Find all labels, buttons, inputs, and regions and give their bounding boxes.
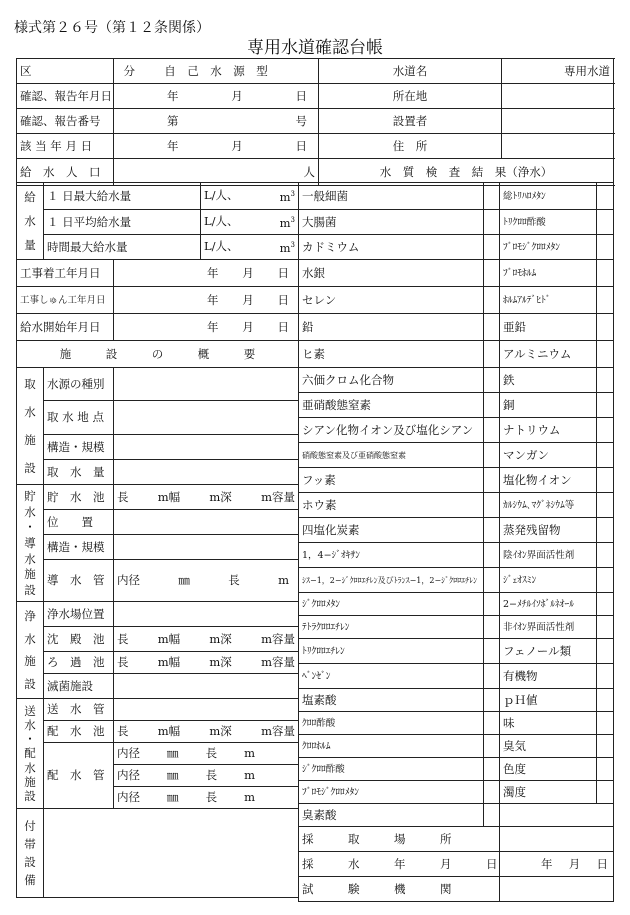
quality-item-value[interactable] (597, 443, 614, 468)
quality-item-label: 六価クロム化合物 (299, 368, 484, 393)
year-unit: 年 (167, 138, 179, 153)
quality-row (299, 468, 614, 493)
quality-item-value[interactable] (484, 758, 500, 781)
quality-item-label: 味 (500, 712, 597, 735)
intake-structure-label: 構造・規模 (44, 435, 114, 460)
testing-org-value[interactable] (500, 877, 614, 902)
quality-item-label: アルミニウム (500, 341, 597, 368)
conveyance-pipe-value[interactable]: 内径 ㎜ 長 m (114, 560, 299, 602)
quality-item-label: 蒸発残留物 (500, 518, 597, 543)
row-confirm-number (17, 109, 614, 134)
distribution-pipe-3[interactable]: 内径 ㎜ 長 m (114, 787, 299, 809)
facility-table (16, 182, 299, 898)
avg-daily-supply-value[interactable]: L/人、 $m^3$ (201, 210, 299, 235)
quality-item-value[interactable] (597, 418, 614, 443)
quality-row (299, 712, 614, 735)
quality-item-label: 色度 (500, 758, 597, 781)
sterilization-label: 滅菌施設 (44, 674, 114, 699)
quality-item-value[interactable] (484, 543, 500, 568)
address-label: 住 所 (319, 134, 502, 159)
quality-item-label: 四塩化炭素 (299, 518, 484, 543)
row-applicable-date (17, 134, 614, 159)
filter-basin-dims[interactable]: 長 m幅 m深 m容量 (114, 652, 299, 674)
position-value[interactable] (114, 510, 299, 535)
intake-group: 取 水 施 設 (17, 368, 44, 485)
water-quality-title: 水 質 検 査 結 果（浄水） (319, 159, 614, 186)
quality-item-value[interactable] (484, 664, 500, 689)
supply-start-label: 給水開始年月日 (17, 314, 114, 341)
quality-row (299, 235, 614, 260)
max-daily-supply-value[interactable]: L/人、 $m^3$ (201, 183, 299, 210)
quality-item-label: ﾎﾙﾑｱﾙﾃﾞﾋﾄﾞ (500, 287, 597, 314)
quality-item-label: 亜硝酸態窒素 (299, 393, 484, 418)
quality-item-value[interactable] (597, 287, 614, 314)
quality-item-label: 硝酸態窒素及び亜硝酸態窒素 (299, 443, 484, 468)
form-number: 様式第２６号（第１２条関係） (14, 20, 210, 36)
quality-item-label: ﾌﾞﾛﾓｼﾞｸﾛﾛﾒﾀﾝ (299, 781, 484, 804)
intake-volume-value[interactable] (114, 460, 299, 485)
sampling-date-label: 採 水 年 月 日 (299, 852, 500, 877)
address-value[interactable] (502, 134, 614, 159)
year-unit: 年 (167, 88, 179, 103)
quality-row (299, 616, 614, 639)
quality-item-value[interactable] (597, 368, 614, 393)
quality-item-label: ｶﾙｼｳﾑ､ﾏｸﾞﾈｼｳﾑ等 (500, 493, 597, 518)
quality-item-value[interactable] (597, 781, 614, 804)
quality-item-value[interactable] (484, 804, 500, 827)
applicable-date-label: 該 当 年 月 日 (17, 134, 114, 159)
storage-structure-value[interactable] (114, 535, 299, 560)
quality-item-label: 鉛 (299, 314, 484, 341)
storage-structure-label: 構造・規模 (44, 535, 114, 560)
quality-item-value[interactable] (597, 518, 614, 543)
quality-item-label: ｼﾞｸﾛﾛ酢酸 (299, 758, 484, 781)
month-unit: 月 (231, 88, 243, 103)
construction-end-label: 工事しゅん工年月日 (17, 287, 114, 314)
storage-group: 貯 水 ・ 導 水 施 設 (17, 485, 44, 602)
testing-org-label: 試 験 機 関 (299, 877, 500, 902)
page-title: 専用水道確認台帳 (247, 38, 383, 58)
quality-row (299, 518, 614, 543)
quality-item-label: ﾃﾄﾗｸﾛﾛｴﾁﾚﾝ (299, 616, 484, 639)
hourly-max-supply-label: 時間最大給水量 (44, 235, 201, 260)
quality-item-label: 一般細菌 (299, 183, 484, 210)
quality-item-label: 塩素酸 (299, 689, 484, 712)
quality-item-value[interactable] (484, 235, 500, 260)
quality-item-label: 臭気 (500, 735, 597, 758)
quality-item-value[interactable] (597, 314, 614, 341)
installer-label: 設置者 (319, 109, 502, 134)
purification-group: 浄 水 施 設 (17, 602, 44, 699)
quality-item-label: 水銀 (299, 260, 484, 287)
quality-row (299, 781, 614, 804)
quality-item-value[interactable] (597, 393, 614, 418)
settling-basin-label: 沈 殿 池 (44, 627, 114, 652)
facility-overview-title: 施 設 の 概 要 (17, 341, 299, 368)
water-source-type: 自 己 水 源 型 (114, 59, 319, 84)
location-label: 所在地 (319, 84, 502, 109)
max-daily-supply-label: １ 日最大給水量 (44, 183, 201, 210)
quality-item-value[interactable] (484, 735, 500, 758)
quality-item-value[interactable] (484, 260, 500, 287)
quality-item-label: カドミウム (299, 235, 484, 260)
quality-row (299, 568, 614, 593)
quality-item-label: ｼｽ−1，2−ｼﾞｸﾛﾛｴﾁﾚﾝ及びﾄﾗﾝｽ−1，2−ｼﾞｸﾛﾛｴﾁﾚﾝ (299, 568, 484, 593)
quality-item-value[interactable] (597, 593, 614, 616)
quality-item-value[interactable] (484, 287, 500, 314)
distribution-pipe-label: 配 水 管 (44, 743, 114, 809)
quality-row (299, 260, 614, 287)
quality-item-value[interactable] (484, 443, 500, 468)
settling-basin-dims[interactable]: 長 m幅 m深 m容量 (114, 627, 299, 652)
quality-item-value[interactable] (484, 210, 500, 235)
quality-item-value[interactable] (484, 639, 500, 664)
quality-row (299, 368, 614, 393)
quality-item-label: ｐＨ値 (500, 689, 597, 712)
sampling-place-value[interactable] (500, 827, 614, 852)
water-quality-table (298, 182, 614, 902)
quality-item-label: ﾍﾞﾝｾﾞﾝ (299, 664, 484, 689)
quality-item-value[interactable] (597, 712, 614, 735)
construction-start-label: 工事着工年月日 (17, 260, 114, 287)
quality-item-value[interactable] (597, 543, 614, 568)
sampling-place-label: 採 取 場 所 (299, 827, 500, 852)
reservoir-label: 貯 水 池 (44, 485, 114, 510)
quality-row (299, 689, 614, 712)
quality-row (299, 393, 614, 418)
intake-point-label: 取 水 地 点 (44, 401, 114, 435)
quality-item-label: 鉄 (500, 368, 597, 393)
quality-item-value[interactable] (597, 689, 614, 712)
quality-item-label: ホウ素 (299, 493, 484, 518)
quality-item-value[interactable] (597, 210, 614, 235)
quality-item-label: ナトリウム (500, 418, 597, 443)
attached-equipment-group: 付 帯 設 備 (17, 809, 44, 898)
hourly-max-supply-value[interactable]: L/人、 $m^3$ (201, 235, 299, 260)
supply-group: 給 水 量 (17, 183, 44, 260)
go-suffix: 号 (295, 113, 308, 128)
quality-row (299, 493, 614, 518)
sterilization-value[interactable] (114, 674, 299, 699)
quality-item-label: マンガン (500, 443, 597, 468)
quality-item-value[interactable] (484, 393, 500, 418)
position-label: 位 置 (44, 510, 114, 535)
quality-item-value[interactable] (484, 781, 500, 804)
distribution-pipe-2[interactable]: 内径 ㎜ 長 m (114, 765, 299, 787)
transmission-pipe-value[interactable] (114, 699, 299, 721)
row-category (17, 59, 614, 84)
row-confirm-date (17, 84, 614, 109)
day-unit: 日 (295, 88, 307, 103)
quality-row (299, 543, 614, 568)
month-unit: 月 (231, 138, 243, 153)
quality-item-value[interactable] (597, 493, 614, 518)
blank-cell (500, 804, 614, 827)
quality-row (299, 183, 614, 210)
dai-prefix: 第 (167, 113, 179, 128)
quality-item-label: セレン (299, 287, 484, 314)
quality-item-label: 銅 (500, 393, 597, 418)
quality-item-label: ｸﾛﾛ酢酸 (299, 712, 484, 735)
quality-item-label: シアン化物イオン及び塩化シアン (299, 418, 484, 443)
quality-item-value[interactable] (484, 568, 500, 593)
quality-row (299, 804, 614, 827)
quality-item-value[interactable] (484, 368, 500, 393)
avg-daily-supply-label: １ 日平均給水量 (44, 210, 201, 235)
quality-item-value[interactable] (484, 314, 500, 341)
intake-volume-label: 取 水 量 (44, 460, 114, 485)
quality-item-value[interactable] (484, 518, 500, 543)
distribution-reservoir-dims[interactable]: 長 m幅 m深 m容量 (114, 721, 299, 743)
quality-item-label: ｸﾛﾛﾎﾙﾑ (299, 735, 484, 758)
filter-basin-label: ろ 過 池 (44, 652, 114, 674)
quality-item-label: 臭素酸 (299, 804, 484, 827)
quality-item-value[interactable] (597, 616, 614, 639)
confirm-number-value[interactable] (114, 109, 319, 134)
quality-item-value[interactable] (597, 260, 614, 287)
quality-item-value[interactable] (484, 616, 500, 639)
sampling-date-value[interactable]: 年 月 日 (500, 852, 614, 877)
source-type-value[interactable] (114, 368, 299, 401)
quality-item-value[interactable] (597, 735, 614, 758)
quality-row (299, 418, 614, 443)
quality-row (299, 287, 614, 314)
quality-item-label: 1，4−ｼﾞｵｷｻﾝ (299, 543, 484, 568)
construction-end-value[interactable]: 年 月 日 (114, 287, 299, 314)
plant-location-label: 浄水場位置 (44, 602, 114, 627)
quality-row (299, 735, 614, 758)
quality-item-value[interactable] (484, 593, 500, 616)
conveyance-pipe-label: 導 水 管 (44, 560, 114, 602)
quality-row (299, 758, 614, 781)
quality-item-label: 総ﾄﾘﾊﾛﾒﾀﾝ (500, 183, 597, 210)
quality-item-label: 濁度 (500, 781, 597, 804)
quality-item-label: ヒ素 (299, 341, 484, 368)
intake-structure-value[interactable] (114, 435, 299, 460)
confirm-number-label: 確認、報告番号 (17, 109, 114, 134)
distribution-reservoir-label: 配 水 池 (44, 721, 114, 743)
quality-item-label: フッ素 (299, 468, 484, 493)
reservoir-dims[interactable]: 長 m幅 m深 m容量 (114, 485, 299, 510)
quality-item-label: フェノール類 (500, 639, 597, 664)
attached-equipment-value[interactable] (44, 809, 299, 898)
quality-item-value[interactable] (484, 418, 500, 443)
category-label: 区 分 (17, 59, 114, 84)
quality-item-value[interactable] (597, 183, 614, 210)
quality-item-label: ｼﾞｪｵｽﾐﾝ (500, 568, 597, 593)
waterworks-name-label: 水道名 (319, 59, 502, 84)
quality-item-value[interactable] (484, 493, 500, 518)
quality-item-label: 陰ｲｵﾝ界面活性剤 (500, 543, 597, 568)
quality-item-value[interactable] (597, 341, 614, 368)
applicable-date-value[interactable] (114, 134, 319, 159)
quality-item-label: 大腸菌 (299, 210, 484, 235)
quality-item-value[interactable] (597, 639, 614, 664)
quality-item-value[interactable] (484, 689, 500, 712)
quality-item-value[interactable] (597, 758, 614, 781)
quality-item-label: 亜鉛 (500, 314, 597, 341)
quality-item-value[interactable] (484, 468, 500, 493)
quality-row (299, 341, 614, 368)
quality-item-label: ﾄﾘｸﾛﾛ酢酸 (500, 210, 597, 235)
source-type-label: 水源の種別 (44, 368, 114, 401)
quality-item-value[interactable] (484, 712, 500, 735)
quality-row (299, 314, 614, 341)
quality-item-label: ｼﾞｸﾛﾛﾒﾀﾝ (299, 593, 484, 616)
quality-item-value[interactable] (597, 468, 614, 493)
confirm-date-label: 確認、報告年月日 (17, 84, 114, 109)
quality-row (299, 210, 614, 235)
population-value[interactable]: 人 (114, 159, 319, 186)
confirm-date-value[interactable] (114, 84, 319, 109)
location-value[interactable] (502, 84, 614, 109)
supply-start-value[interactable]: 年 月 日 (114, 314, 299, 341)
construction-start-value[interactable]: 年 月 日 (114, 260, 299, 287)
quality-row (299, 639, 614, 664)
quality-row (299, 664, 614, 689)
quality-item-label: 有機物 (500, 664, 597, 689)
quality-item-value[interactable] (597, 568, 614, 593)
quality-item-label: ﾌﾞﾛﾓｼﾞｸﾛﾛﾒﾀﾝ (500, 235, 597, 260)
quality-item-value[interactable] (484, 341, 500, 368)
distribution-group: 送 水 ・ 配 水 施 設 (17, 699, 44, 809)
intake-point-value[interactable] (114, 401, 299, 435)
distribution-pipe-1[interactable]: 内径 ㎜ 長 m (114, 743, 299, 765)
day-unit: 日 (295, 138, 307, 153)
quality-row (299, 443, 614, 468)
quality-item-value[interactable] (597, 664, 614, 689)
register-sheet (16, 58, 614, 186)
waterworks-name-value[interactable]: 専用水道 (502, 59, 614, 84)
quality-item-label: 2−ﾒﾁﾙｲｿﾎﾞﾙﾈｵｰﾙ (500, 593, 597, 616)
quality-item-label: 塩化物イオン (500, 468, 597, 493)
quality-item-label: ﾄﾘｸﾛﾛｴﾁﾚﾝ (299, 639, 484, 664)
plant-location-value[interactable] (114, 602, 299, 627)
transmission-pipe-label: 送 水 管 (44, 699, 114, 721)
quality-item-value[interactable] (597, 235, 614, 260)
installer-value[interactable] (502, 109, 614, 134)
quality-item-value[interactable] (484, 183, 500, 210)
population-label: 給 水 人 口 (17, 159, 114, 186)
quality-row (299, 593, 614, 616)
quality-item-label: 非ｲｵﾝ界面活性剤 (500, 616, 597, 639)
quality-item-label: ﾌﾞﾛﾓﾎﾙﾑ (500, 260, 597, 287)
